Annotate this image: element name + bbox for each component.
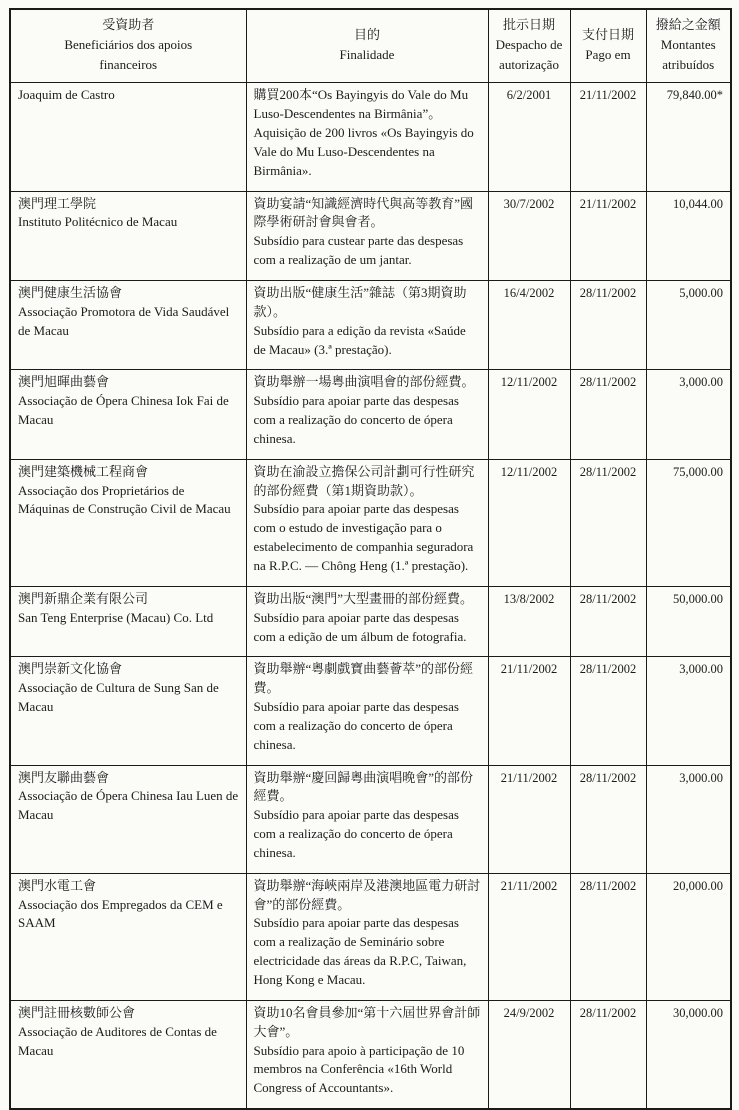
authorization-date: 24/9/2002 xyxy=(488,1000,570,1109)
beneficiary-pt: Associação dos Proprietários de Máquinas de Construção Civil de Macau xyxy=(18,482,231,517)
authorization-date: 16/4/2002 xyxy=(488,281,570,370)
purpose-cell xyxy=(246,765,488,873)
beneficiary-pt: Associação Promotora de Vida Saudável de Macau xyxy=(18,303,230,338)
table-row xyxy=(10,586,731,657)
table-row xyxy=(10,191,731,280)
table-row xyxy=(10,83,731,191)
purpose-zh: 資助在渝設立擔保公司計劃可行性研究的部份經費（第1期資助款）。 xyxy=(253,463,475,498)
beneficiary-pt: Associação de Cultura de Sung San de Macau xyxy=(18,680,219,715)
authorization-date: 6/2/2001 xyxy=(488,83,570,191)
header-row xyxy=(10,9,731,83)
purpose-pt: Subsídio para custear parte das despesas com a realização de um jantar. xyxy=(253,233,464,268)
purpose-cell xyxy=(246,281,488,370)
payment-date: 28/11/2002 xyxy=(570,873,646,1000)
purpose-zh: 資助舉辦“粵劇戲寶曲藝薈萃”的部份經費。 xyxy=(253,661,474,696)
purpose-cell xyxy=(246,586,488,657)
payment-date: 28/11/2002 xyxy=(570,281,646,370)
beneficiary-pt: Associação de Auditores de Contas de Macau xyxy=(18,1023,217,1058)
beneficiary-zh: 澳門水電工會 xyxy=(18,877,97,893)
authorization-date: 21/11/2002 xyxy=(488,765,570,873)
purpose-cell xyxy=(246,873,488,1000)
authorization-date: 21/11/2002 xyxy=(488,657,570,765)
authorization-date: 30/7/2002 xyxy=(488,191,570,280)
beneficiary-zh: 澳門建築機械工程商會 xyxy=(18,463,149,479)
col-header-beneficiary xyxy=(10,9,246,83)
purpose-zh: 資助10名會員參加“第十六屆世界會計師大會”。 xyxy=(253,1004,481,1039)
purpose-zh: 購買200本“Os Bayingyis do Vale do Mu Luso-Descendentes na Birmânia”。 xyxy=(253,87,469,122)
purpose-cell xyxy=(246,191,488,280)
authorization-date: 13/8/2002 xyxy=(488,586,570,657)
beneficiary-pt: San Teng Enterprise (Macau) Co. Ltd xyxy=(18,609,214,625)
amount: 30,000.00 xyxy=(646,1000,731,1109)
purpose-cell xyxy=(246,370,488,459)
purpose-cell xyxy=(246,1000,488,1109)
header-amount-pt1: Montantes xyxy=(660,37,716,53)
amount: 5,000.00 xyxy=(646,281,731,370)
purpose-pt: Subsídio para apoiar parte das despesas com o estudo de investigação para o estabelecimento de companhia seguradora na R.P.C. — Chông Heng (1.ª prestação). xyxy=(253,501,474,573)
beneficiary-cell xyxy=(10,657,246,765)
header-amount-pt2: atribuídos xyxy=(662,57,715,73)
beneficiary-pt: Associação dos Empregados da CEM e SAAM xyxy=(18,896,223,931)
beneficiary-cell xyxy=(10,281,246,370)
header-payment-pt1: Pago em xyxy=(585,47,631,63)
header-purpose-pt1: Finalidade xyxy=(339,47,395,63)
header-authorization-pt2: autorização xyxy=(499,57,559,73)
table-row xyxy=(10,459,731,586)
payment-date: 28/11/2002 xyxy=(570,765,646,873)
header-beneficiary-zh: 受資助者 xyxy=(102,17,155,32)
purpose-pt: Subsídio para apoiar parte das despesas com a realização do concerto de ópera chinesa. xyxy=(253,393,459,446)
subsidies-table xyxy=(9,8,732,1110)
header-beneficiary-pt1: Beneficiários dos apoios xyxy=(64,37,193,53)
payment-date: 28/11/2002 xyxy=(570,459,646,586)
beneficiary-zh: 澳門崇新文化協會 xyxy=(18,661,123,677)
beneficiary-cell xyxy=(10,765,246,873)
amount: 3,000.00 xyxy=(646,657,731,765)
purpose-zh: 資助舉辦一場粵曲演唱會的部份經費。 xyxy=(253,374,475,390)
col-header-amount xyxy=(646,9,731,83)
header-payment-zh: 支付日期 xyxy=(581,27,634,43)
purpose-zh: 資助舉辦“慶回歸粵曲演唱晚會”的部份經費。 xyxy=(253,769,474,804)
purpose-pt: Aquisição de 200 livros «Os Bayingyis do Vale do Mu Luso-Descendentes na Birmânia». xyxy=(253,125,474,178)
amount: 79,840.00* xyxy=(646,83,731,191)
payment-date: 28/11/2002 xyxy=(570,657,646,765)
table-row xyxy=(10,657,731,765)
beneficiary-cell xyxy=(10,83,246,191)
beneficiary-cell xyxy=(10,370,246,459)
amount: 75,000.00 xyxy=(646,459,731,586)
payment-date: 28/11/2002 xyxy=(570,586,646,657)
header-authorization-zh: 批示日期 xyxy=(502,17,555,32)
payment-date: 21/11/2002 xyxy=(570,83,646,191)
purpose-pt: Subsídio para apoiar parte das despesas com a realização do concerto de ópera chinesa. xyxy=(253,699,459,752)
purpose-pt: Subsídio para apoiar parte das despesas com a edição de um álbum de fotografia. xyxy=(253,609,467,644)
col-header-payment xyxy=(570,9,646,83)
purpose-zh: 資助出版“健康生活”雜誌（第3期資助款）。 xyxy=(253,285,467,319)
beneficiary-pt: Associação de Ópera Chinesa Iok Fai de Macau xyxy=(18,393,229,428)
purpose-pt: Subsídio para apoio à participação de 10 membros na Conferência «16th World Congress of Accountants». xyxy=(253,1042,465,1096)
amount: 3,000.00 xyxy=(646,765,731,873)
table-row xyxy=(10,281,731,370)
beneficiary-zh: 澳門旭暉曲藝會 xyxy=(18,374,110,390)
beneficiary-cell xyxy=(10,459,246,586)
purpose-zh: 資助宴請“知識經濟時代與高等教育”國際學術研討會與會者。 xyxy=(253,195,474,230)
amount: 10,044.00 xyxy=(646,191,731,280)
authorization-date: 21/11/2002 xyxy=(488,873,570,1000)
table-row xyxy=(10,370,731,459)
payment-date: 28/11/2002 xyxy=(570,370,646,459)
beneficiary-cell xyxy=(10,1000,246,1109)
table-row xyxy=(10,765,731,873)
beneficiary-cell xyxy=(10,586,246,657)
amount: 3,000.00 xyxy=(646,370,731,459)
beneficiary-cell xyxy=(10,873,246,1000)
col-header-authorization xyxy=(488,9,570,83)
purpose-cell xyxy=(246,459,488,586)
amount: 20,000.00 xyxy=(646,873,731,1000)
beneficiary-zh: 澳門註冊核數師公會 xyxy=(18,1004,136,1020)
purpose-zh: 資助出版“澳門”大型畫冊的部份經費。 xyxy=(253,590,474,606)
purpose-pt: Subsídio para apoiar parte das despesas com a realização do concerto de ópera chinesa. xyxy=(253,807,459,860)
purpose-zh: 資助舉辦“海峽兩岸及港澳地區電力研討會”的部份經費。 xyxy=(253,877,481,912)
purpose-cell xyxy=(246,657,488,765)
purpose-pt: Subsídio para a edição da revista «Saúde de Macau» (3.ª prestação). xyxy=(253,322,466,357)
purpose-pt: Subsídio para apoiar parte das despesas com a realização de Seminário sobre electricidade das áreas da R.P.C, Taiwan, Hong Kong e Macau. xyxy=(253,915,467,988)
table-row xyxy=(10,873,731,1000)
beneficiary-pt: Joaquim de Castro xyxy=(18,87,115,103)
header-beneficiary-pt2: financeiros xyxy=(99,57,158,73)
amount: 50,000.00 xyxy=(646,586,731,657)
authorization-date: 12/11/2002 xyxy=(488,370,570,459)
header-amount-zh: 撥給之金額 xyxy=(655,17,721,32)
authorization-date: 12/11/2002 xyxy=(488,459,570,586)
beneficiary-zh: 澳門健康生活協會 xyxy=(18,285,123,301)
payment-date: 28/11/2002 xyxy=(570,1000,646,1109)
beneficiary-zh: 澳門新鼎企業有限公司 xyxy=(18,590,149,606)
beneficiary-pt: Instituto Politécnico de Macau xyxy=(18,214,178,230)
header-authorization-pt1: Despacho de xyxy=(495,37,563,53)
beneficiary-cell xyxy=(10,191,246,280)
payment-date: 21/11/2002 xyxy=(570,191,646,280)
col-header-purpose xyxy=(246,9,488,83)
beneficiary-zh: 澳門理工學院 xyxy=(18,195,97,211)
table-row xyxy=(10,1000,731,1109)
purpose-cell xyxy=(246,83,488,191)
header-purpose-zh: 目的 xyxy=(353,27,380,43)
beneficiary-zh: 澳門友聯曲藝會 xyxy=(18,769,110,785)
beneficiary-pt: Associação de Ópera Chinesa Iau Luen de Macau xyxy=(18,788,239,823)
